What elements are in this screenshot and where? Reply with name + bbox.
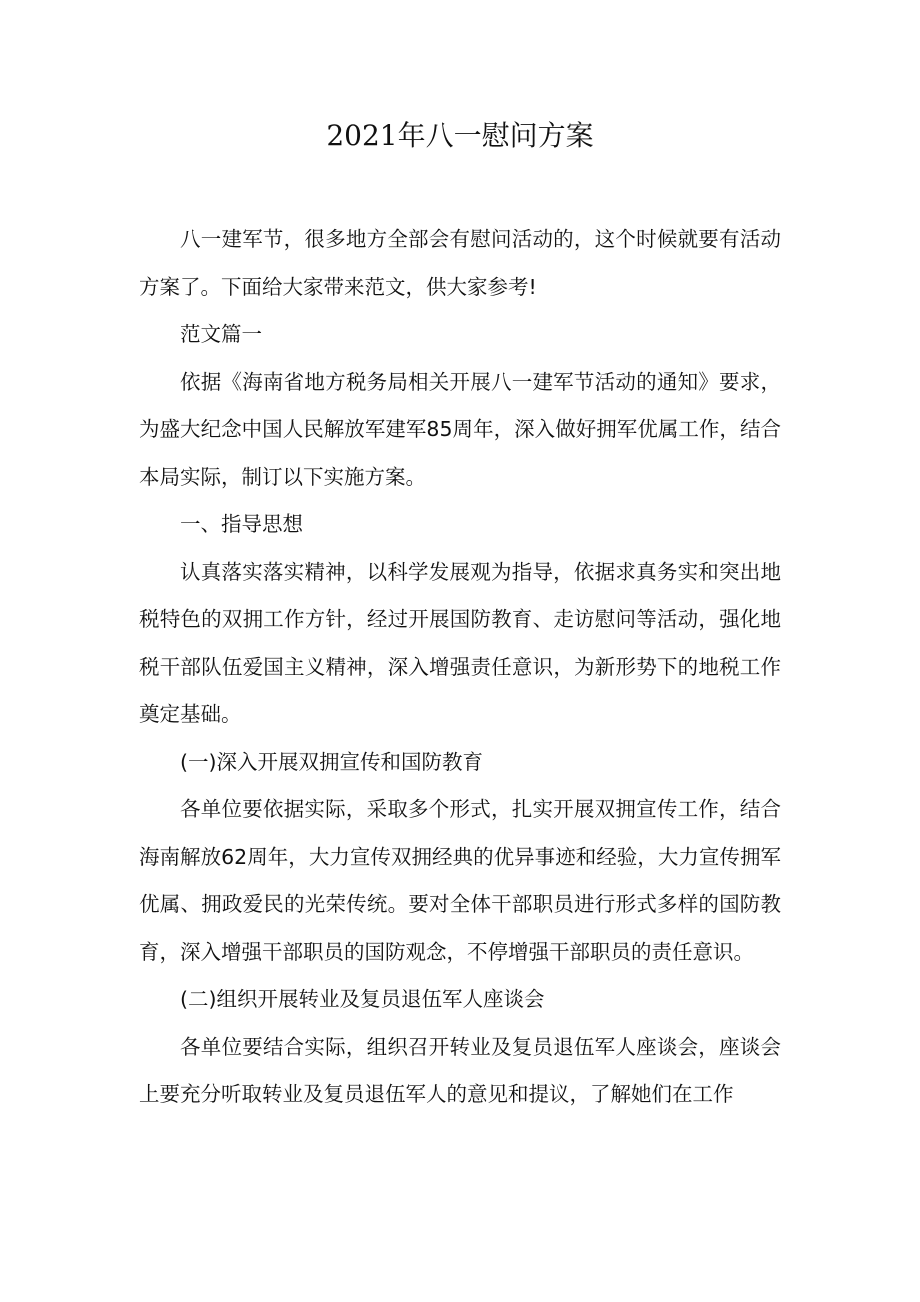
paragraph-intro: 八一建军节，很多地方全部会有慰问活动的，这个时候就要有活动方案了。下面给大家带来范文，供大家参考! xyxy=(139,227,781,299)
document-title: 2021年八一慰问方案 xyxy=(326,119,594,152)
paragraph-basis: 依据《海南省地方税务局相关开展八一建军节活动的通知》要求，为盛大纪念中国人民解放军建军85周年，深入做好拥军优属工作，结合本局实际，制订以下实施方案。 xyxy=(139,369,781,489)
paragraph-symposium: 各单位要结合实际，组织召开转业及复员退伍军人座谈会，座谈会上要充分听取转业及复员退伍军人的意见和提议，了解她们在工作 xyxy=(139,1034,781,1106)
paragraph-publicity: 各单位要依据实际，采取多个形式，扎实开展双拥宣传工作，结合海南解放62周年，大力宣传双拥经典的优异事迹和经验，大力宣传拥军优属、拥政爱民的光荣传统。要对全体干部职员进行形式多样的国防教育，深入增强干部职员的国防观念，不停增强干部职员的责任意识。 xyxy=(139,797,781,964)
section-heading-guiding-ideology: 一、指导思想 xyxy=(180,512,303,536)
document-body xyxy=(139,216,781,1119)
subsection-heading-symposium: (二)组织开展转业及复员退伍军人座谈会 xyxy=(180,987,545,1011)
paragraph-guiding-ideology: 认真落实落实精神，以科学发展观为指导，依据求真务实和突出地税特色的双拥工作方针，经过开展国防教育、走访慰问等活动，强化地税干部队伍爱国主义精神，深入增强责任意识，为新形势下的地税工作奠定基础。 xyxy=(139,559,781,726)
paragraph-sample-heading: 范文篇一 xyxy=(180,322,262,346)
subsection-heading-publicity: (一)深入开展双拥宣传和国防教育 xyxy=(180,749,483,774)
